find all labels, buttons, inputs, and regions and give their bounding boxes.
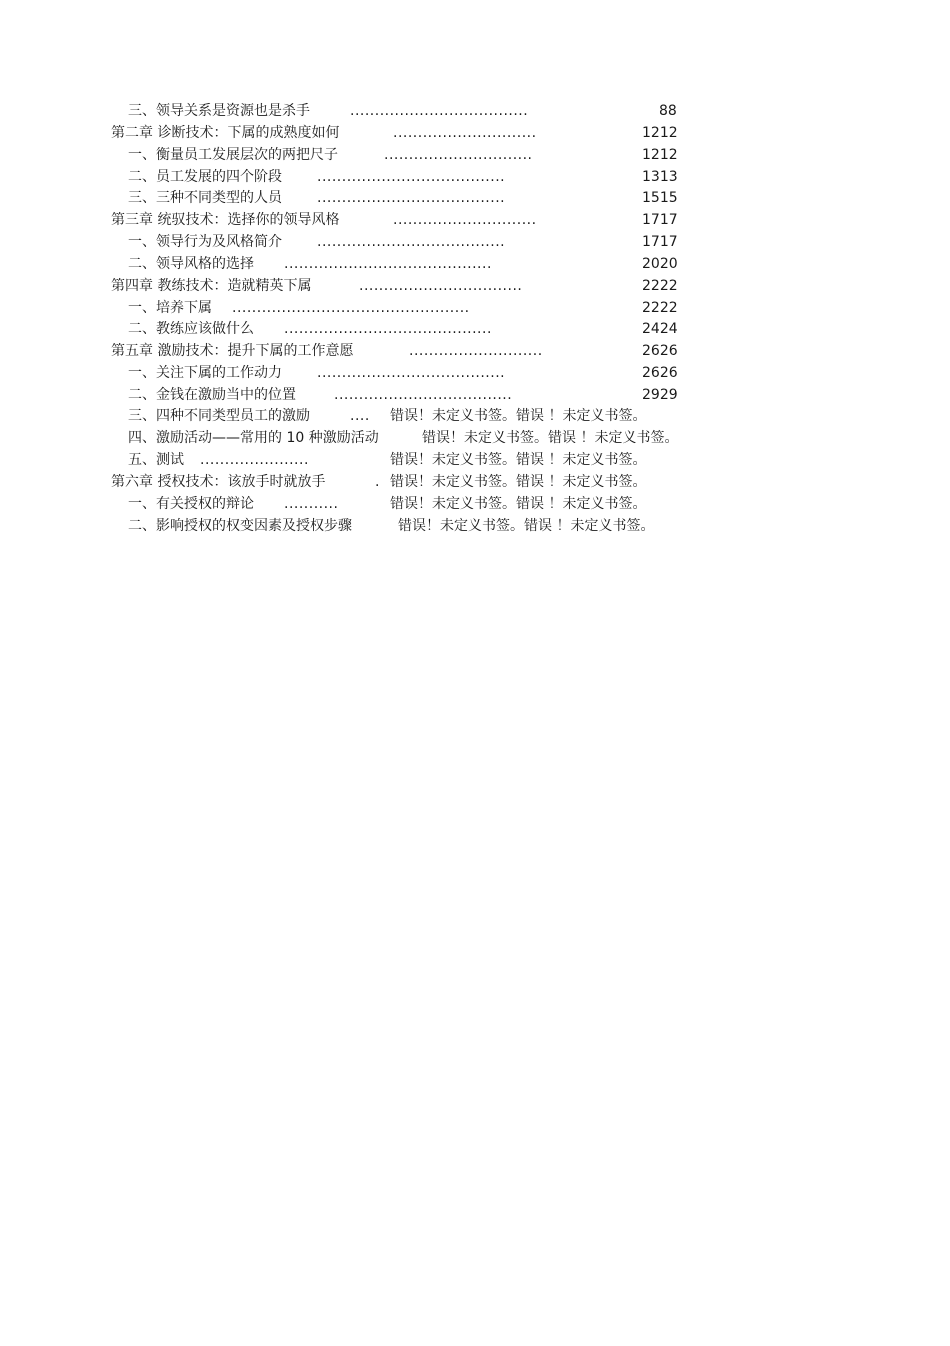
toc-entry <box>0 516 950 536</box>
toc-entry-page: 1212 <box>642 125 678 141</box>
toc-entry-title: 三、领导关系是资源也是杀手 <box>128 103 310 119</box>
toc-entry-leader: ...................................... <box>317 190 506 206</box>
toc-entry-leader: ...................................... <box>317 234 506 250</box>
toc-entry-title: 第二章 诊断技术：下属的成熟度如何 <box>111 125 340 141</box>
toc-entry-page: 1717 <box>642 234 678 250</box>
toc-entry-title: 二、影响授权的权变因素及授权步骤 <box>128 518 352 534</box>
toc-entry-leader: .............................. <box>384 147 533 163</box>
toc-entry-page: 错误！未定义书签。错误 ！未定义书签。 <box>390 408 647 424</box>
toc-entry-page: 1212 <box>642 147 678 163</box>
toc-entry <box>0 428 950 448</box>
toc-entry-title: 一、培养下属 <box>128 300 212 316</box>
toc-entry-title: 三、四种不同类型员工的激励 <box>128 408 310 424</box>
toc-entry-leader: .................................... <box>334 387 513 403</box>
toc-entry <box>0 210 950 230</box>
toc-entry-page: 2424 <box>642 321 678 337</box>
toc-entry-page: 错误！未定义书签。错误 ！未定义书签。 <box>390 474 647 490</box>
toc-entry <box>0 276 950 296</box>
toc-entry-page: 错误！未定义书签。错误 ！未定义书签。 <box>390 452 647 468</box>
toc-entry-leader: .................................... <box>350 103 529 119</box>
toc-entry <box>0 188 950 208</box>
toc-entry-page: 1313 <box>642 169 678 185</box>
toc-entry-page: 2020 <box>642 256 678 272</box>
toc-entry-leader: ...................... <box>200 452 309 468</box>
toc-entry <box>0 101 950 121</box>
toc-entry-title: 第五章 激励技术：提升下属的工作意愿 <box>111 343 354 359</box>
toc-entry-page: 2929 <box>642 387 678 403</box>
toc-entry <box>0 254 950 274</box>
toc-entry <box>0 450 950 470</box>
toc-entry-page: 2626 <box>642 343 678 359</box>
toc-entry-title: 二、金钱在激励当中的位置 <box>128 387 296 403</box>
toc-entry <box>0 232 950 252</box>
toc-entry-title: 第六章 授权技术：该放手时就放手 <box>111 474 326 490</box>
toc-entry-leader: ............................. <box>393 212 537 228</box>
toc-entry-page: 错误！未定义书签。错误 ！未定义书签。 <box>422 430 679 446</box>
toc-entry-title: 第四章 教练技术：造就精英下属 <box>111 278 312 294</box>
toc-entry-title: 二、领导风格的选择 <box>128 256 254 272</box>
toc-entry-leader: .......................................... <box>284 321 492 337</box>
toc-entry-page: 2222 <box>642 278 678 294</box>
toc-entry <box>0 494 950 514</box>
toc-entry-page: 1717 <box>642 212 678 228</box>
toc-entry <box>0 123 950 143</box>
toc-entry-leader: ...................................... <box>317 169 506 185</box>
toc-entry-title: 三、三种不同类型的人员 <box>128 190 282 206</box>
toc-entry <box>0 472 950 492</box>
toc-entry-page: 2222 <box>642 300 678 316</box>
toc-entry-leader: ........... <box>284 496 339 512</box>
toc-entry-page: 1515 <box>642 190 678 206</box>
toc-entry-title: 五、测试 <box>128 452 184 468</box>
toc-entry <box>0 145 950 165</box>
toc-entry-title: 第三章 统驭技术：选择你的领导风格 <box>111 212 340 228</box>
toc-entry-title: 四、激励活动——常用的 10 种激励活动 <box>128 430 379 446</box>
toc-entry-title: 二、教练应该做什么 <box>128 321 254 337</box>
toc-entry-title: 一、领导行为及风格简介 <box>128 234 282 250</box>
toc-entry <box>0 385 950 405</box>
toc-entry-page: 错误！未定义书签。错误 ！未定义书签。 <box>398 518 655 534</box>
toc-entry-leader: .......................................... <box>284 256 492 272</box>
toc-entry-leader: .... <box>350 408 370 424</box>
toc-entry <box>0 406 950 426</box>
toc-entry <box>0 298 950 318</box>
toc-entry-page: 错误！未定义书签。错误 ！未定义书签。 <box>390 496 647 512</box>
toc-entry <box>0 319 950 339</box>
toc-entry <box>0 363 950 383</box>
toc-entry <box>0 167 950 187</box>
toc-entry-leader: ........................... <box>409 343 543 359</box>
toc-entry-leader: ................................................ <box>232 300 470 316</box>
toc-entry-title: 一、有关授权的辩论 <box>128 496 254 512</box>
toc-entry-title: 一、衡量员工发展层次的两把尺子 <box>128 147 338 163</box>
toc-entry-title: 二、员工发展的四个阶段 <box>128 169 282 185</box>
toc-entry-page: 88 <box>659 103 677 119</box>
toc-entry-leader: . <box>375 474 380 490</box>
toc-entry-leader: ............................. <box>393 125 537 141</box>
toc-entry-leader: ................................. <box>359 278 523 294</box>
toc-entry-leader: ...................................... <box>317 365 506 381</box>
toc-entry-page: 2626 <box>642 365 678 381</box>
toc-entry-title: 一、关注下属的工作动力 <box>128 365 282 381</box>
toc-entry <box>0 341 950 361</box>
